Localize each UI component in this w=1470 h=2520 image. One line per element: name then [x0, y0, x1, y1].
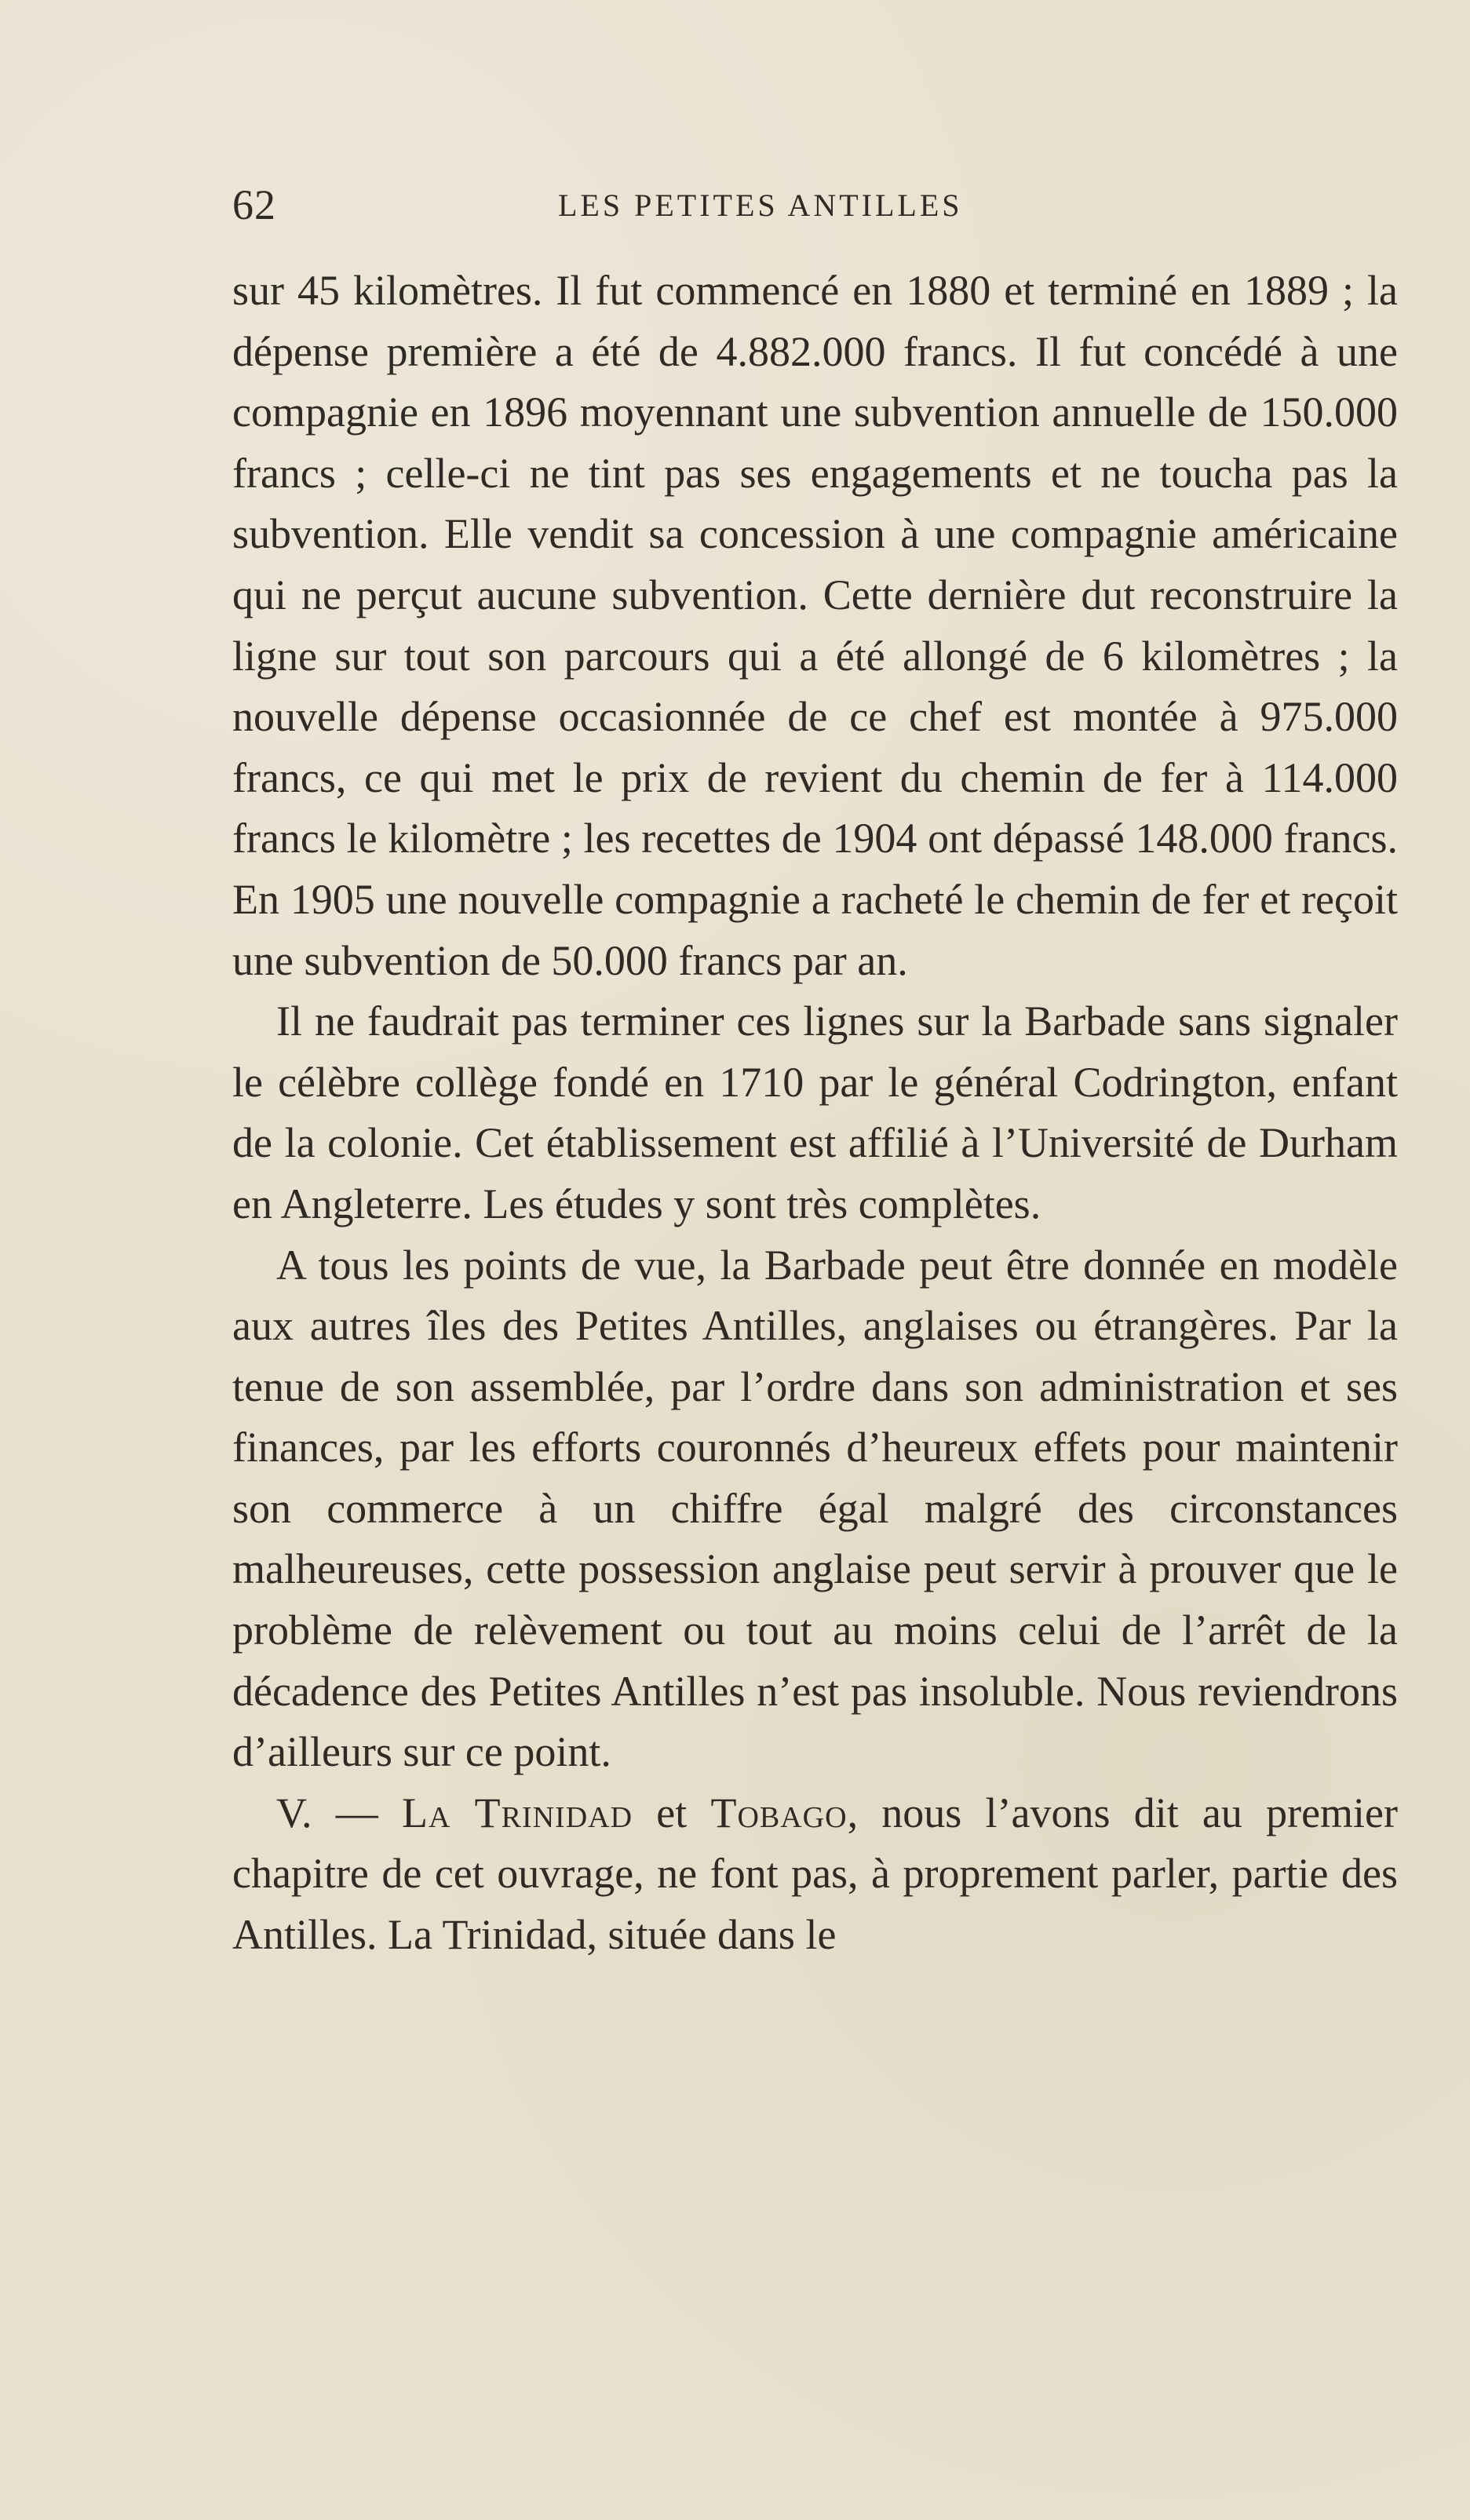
paragraph-trinidad-tobago	[232, 1783, 1398, 1966]
page-header	[232, 181, 1398, 235]
conjunction: et	[656, 1789, 688, 1836]
paragraph-barbade-model: A tous les points de vue, la Barbade peut être donnée en modèle aux autres îles des Petites Antilles, anglaises ou étrangères. Par la tenue de son assemblée, par l’ordre dans son administration et ses finances, par les efforts couronnés d’heureux effets pour maintenir son commerce à un chiffre égal malgré des circonstances malheureuses, cette possession anglaise peut servir à prouver que le problème de relèvement ou tout au moins celui de l’arrêt de la décadence des Petites Antilles n’est pas insoluble. Nous reviendrons d’ailleurs sur ce point.	[232, 1241, 1398, 1776]
body-text	[232, 261, 1398, 1966]
running-title: LES PETITES ANTILLES	[558, 188, 963, 223]
page-number: 62	[232, 181, 276, 228]
paragraph-continuation: , nous l’avons dit au premier chapitre de cet ouvrage, ne font pas, à proprement parler, partie des Antilles. La Trinidad, située dans le	[232, 1789, 1398, 1959]
paragraph-codrington-college: Il ne faudrait pas terminer ces lignes sur la Barbade sans signaler le célèbre collège fondé en 1710 par le général Codrington, enfant de la colonie. Cet établissement est affilié à l’Université de Durham en Angleterre. Les études y sont très complètes.	[232, 997, 1398, 1227]
place-name-trinidad: La Trinidad	[401, 1789, 633, 1836]
place-name-tobago: Tobago	[710, 1789, 848, 1836]
paragraph-railway: sur 45 kilomètres. Il fut commencé en 1880 et terminé en 1889 ; la dépense première a été de 4.882.000 francs. Il fut concédé à une compagnie en 1896 moyennant une subvention annuelle de 150.000 francs ; celle-ci ne tint pas ses engagements et ne toucha pas la subvention. Elle vendit sa concession à une compagnie américaine qui ne perçut aucune subvention. Cette dernière dut reconstruire la ligne sur tout son parcours qui a été allongé de 6 kilomètres ; la nouvelle dépense occasionnée de ce chef est montée à 975.000 francs, ce qui met le prix de revient du chemin de fer à 114.000 francs le kilomètre ; les recettes de 1904 ont dépassé 148.000 francs. En 1905 une nouvelle compagnie a racheté le chemin de fer et reçoit une subvention de 50.000 francs par an.	[232, 267, 1398, 984]
section-marker: V. —	[276, 1789, 378, 1836]
